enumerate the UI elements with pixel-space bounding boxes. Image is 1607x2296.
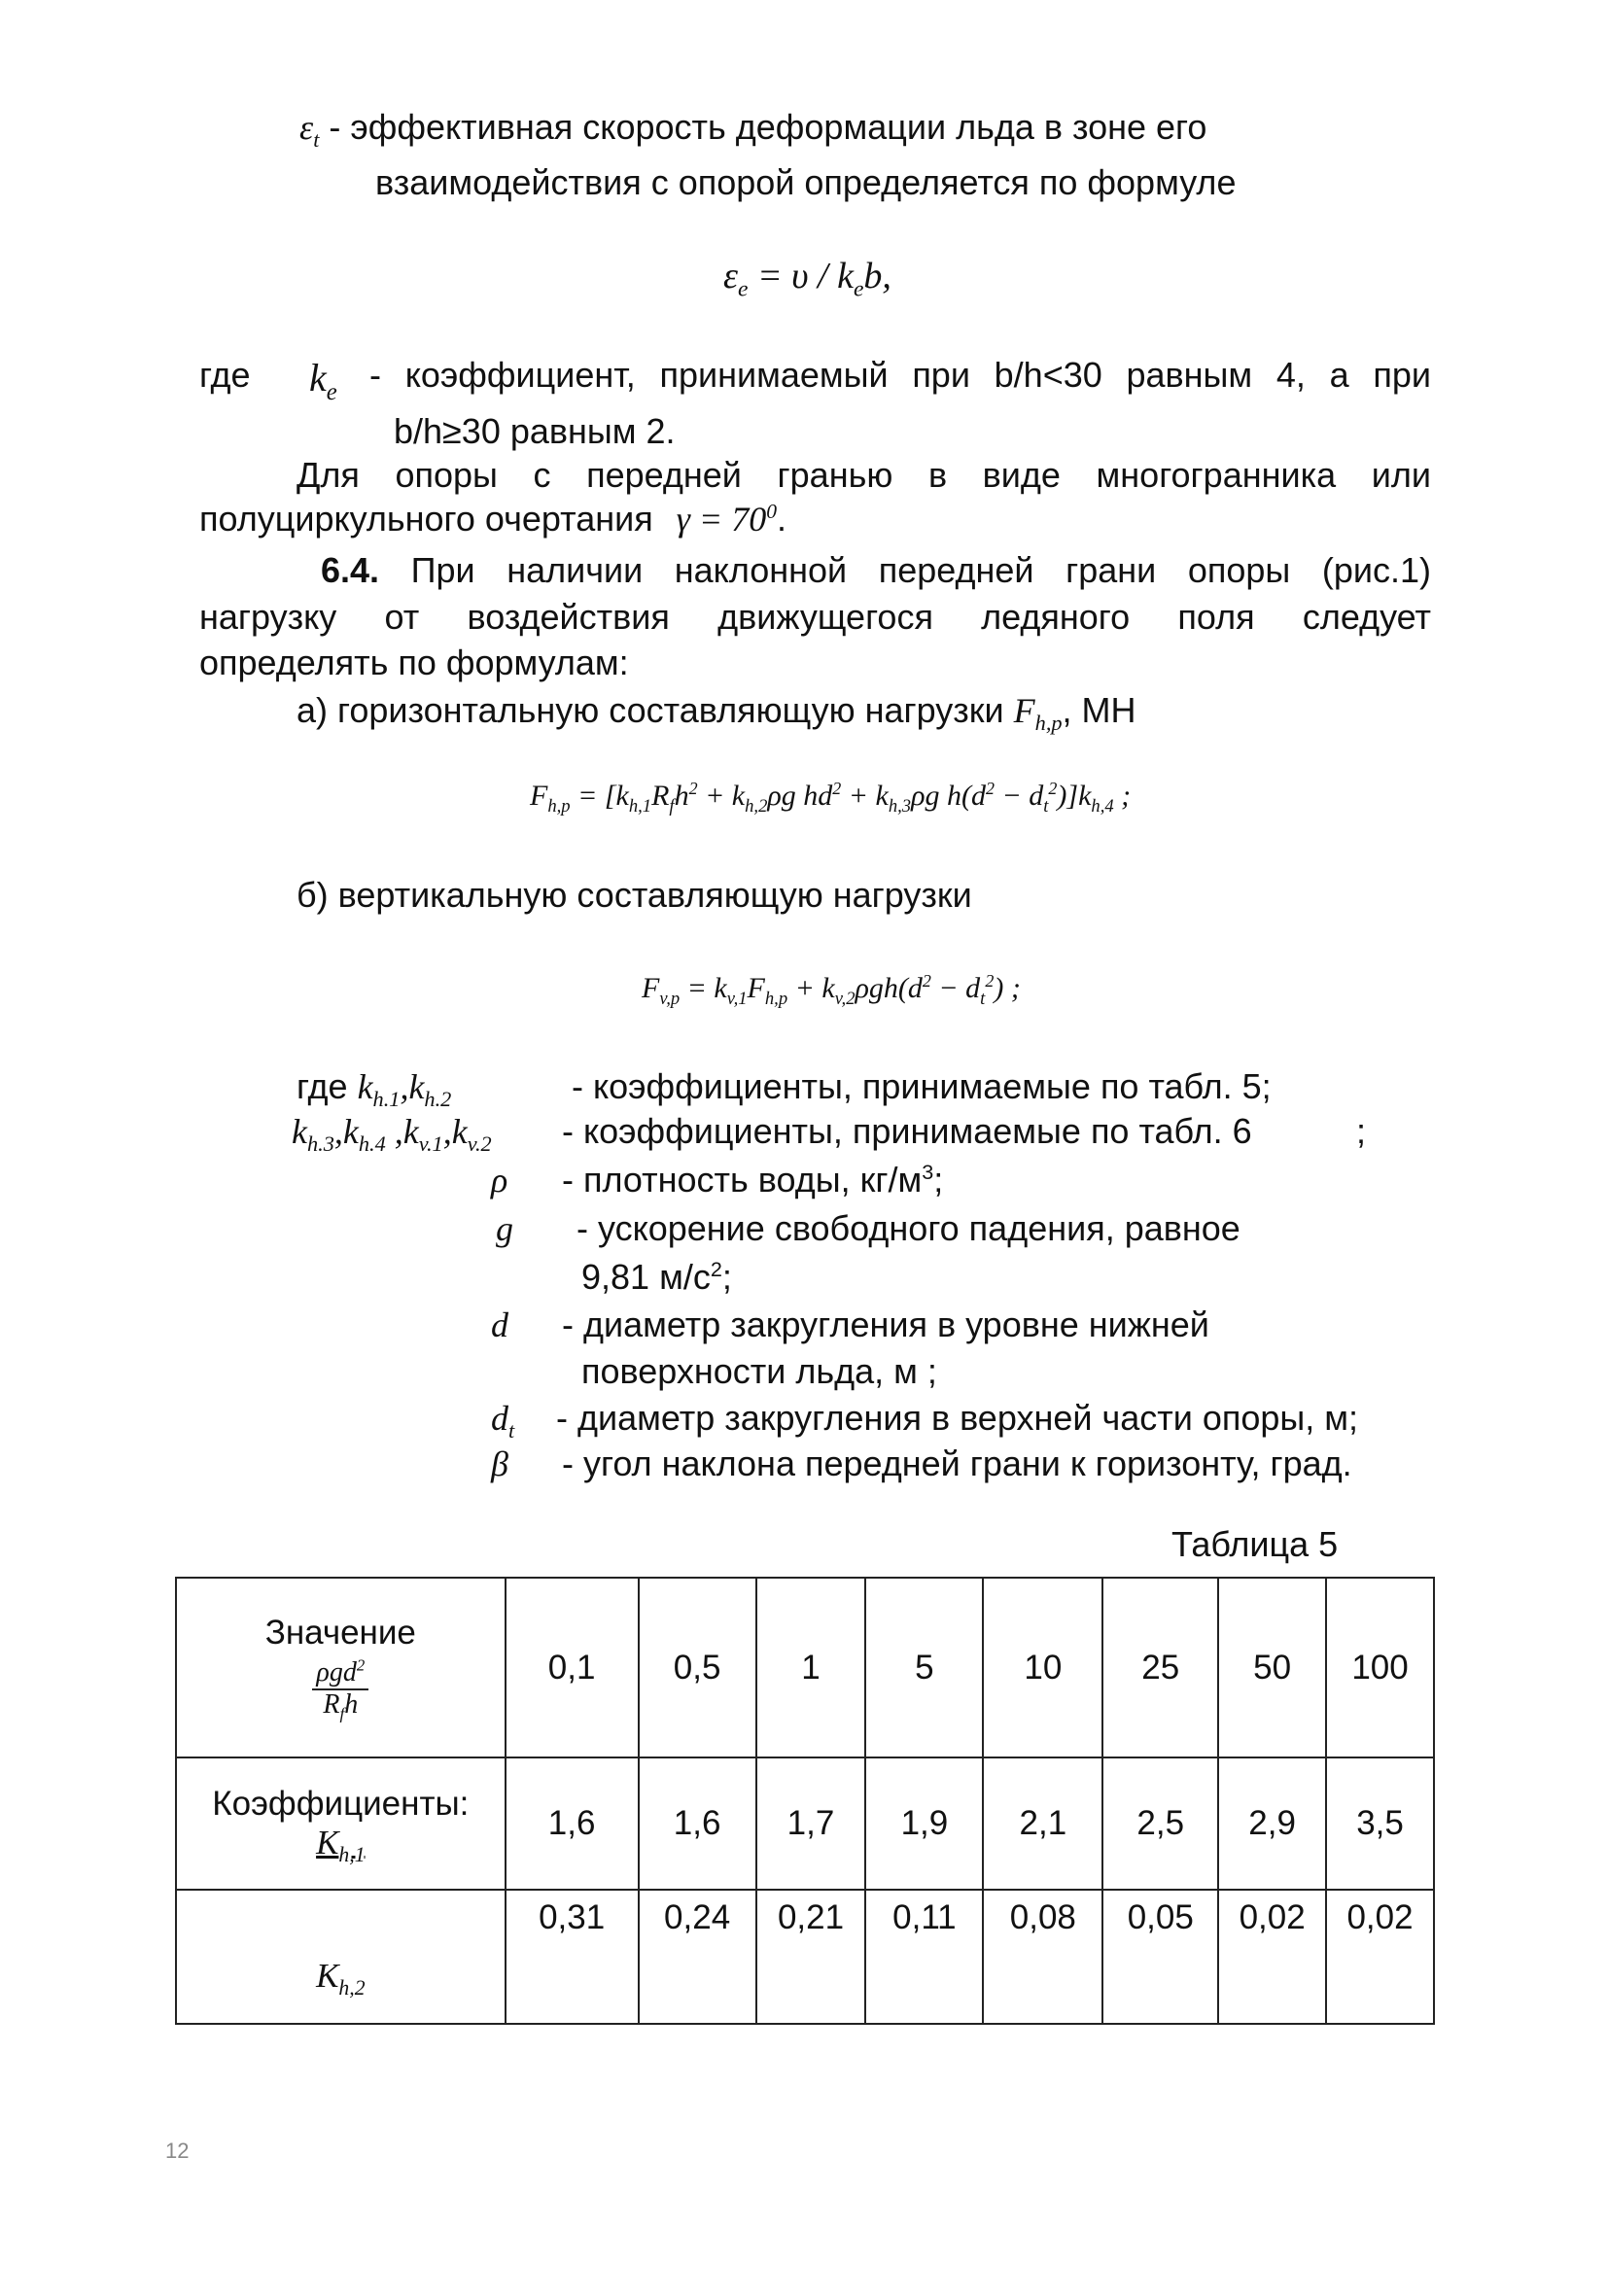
table5-row-kh2 bbox=[176, 1890, 1434, 2024]
legend-g-text: - ускорение свободного падения, равное bbox=[576, 1208, 1240, 1248]
legend-rho-text: - плотность воды, $кг/м^3$; bbox=[562, 1160, 944, 1200]
formula-fvp: $F_{v,p} = k_{v,1}F_{h,p} + k_{v,2}\rho gh(d^2 - d_t^2)$ ; bbox=[642, 971, 1021, 1009]
table5-header-label: Значение bbox=[264, 1614, 416, 1652]
legend-g-symbol: g bbox=[496, 1209, 513, 1248]
table5-header-value: 1 bbox=[756, 1578, 866, 1757]
table5-cell: 0,05 bbox=[1102, 1890, 1218, 2024]
table5-fraction: $\frac{\rho gd^2}{R_fh}$ bbox=[312, 1658, 368, 1721]
legend-dt-symbol: $d_t$ bbox=[491, 1399, 515, 1444]
table5-header-row bbox=[176, 1578, 1434, 1757]
item-b: б) вертикальную составляющую нагрузки bbox=[297, 875, 972, 915]
legend-d-symbol: d bbox=[491, 1305, 508, 1344]
legend-kh-text: - коэффициенты, принимаемые по табл. 5; bbox=[572, 1066, 1272, 1106]
legend-kh-kv-trail: ; bbox=[1356, 1111, 1367, 1151]
table5-cell: 3,5 bbox=[1326, 1757, 1434, 1890]
table5-cell: 1,6 bbox=[506, 1757, 639, 1890]
table5-cell: 0,11 bbox=[865, 1890, 983, 2024]
table5-cell: 1,9 bbox=[865, 1757, 983, 1890]
table5-cell: 0,02 bbox=[1326, 1890, 1434, 2024]
section-6-4-line2: нагрузку от воздействия движущегося ледяного поля следует bbox=[199, 597, 1431, 637]
page-number: 12 bbox=[165, 2139, 190, 2163]
formula-epsilon: $\varepsilon_e = \upsilon / k_eb$, bbox=[723, 256, 891, 302]
table5-cell: 0,31 bbox=[506, 1890, 639, 2024]
table5-header-value: 0,5 bbox=[639, 1578, 756, 1757]
legend-kh-kv-symbols: $k_{h.3},k_{h.4}$ $,k_{v.1},k_{v.2}$ bbox=[292, 1112, 492, 1157]
table5-header-value: 50 bbox=[1218, 1578, 1326, 1757]
table5-cell: 0,02 bbox=[1218, 1890, 1326, 2024]
legend-beta-text: - угол наклона передней грани к горизонту, град. bbox=[562, 1444, 1352, 1483]
polygon-paragraph-line1: Для опоры с передней гранью в виде многогранника или bbox=[297, 455, 1431, 495]
table5-caption: Таблица 5 bbox=[1171, 1524, 1339, 1564]
epsilon-definition-line2: взаимодействия с опорой определяется по формуле bbox=[375, 162, 1237, 202]
table5-row-kh2-label: $K_{h,2}$ bbox=[176, 1890, 506, 2024]
table5-cell: 0,08 bbox=[983, 1890, 1102, 2024]
ke-definition-line2: b/h≥30 равным 2. bbox=[394, 411, 676, 451]
table5-cell: 0,21 bbox=[756, 1890, 866, 2024]
polygon-paragraph-line2: полуциркульного очертания $\gamma = 70^0$. bbox=[199, 499, 787, 539]
legend-d-text2: поверхности льда, м ; bbox=[581, 1351, 937, 1391]
epsilon-symbol: $\varepsilon_t$ bbox=[299, 108, 320, 153]
table5-header-value: 10 bbox=[983, 1578, 1102, 1757]
table5-row-kh1-label: Коэффициенты: $K_{h,1}$ bbox=[176, 1757, 506, 1890]
legend-kh-kv-text: - коэффициенты, принимаемые по табл. 6 bbox=[562, 1111, 1252, 1151]
table5-row-kh1 bbox=[176, 1757, 1434, 1890]
legend-d-text: - диаметр закругления в уровне нижней bbox=[562, 1305, 1209, 1344]
ke-definition-line1: - коэффициент, принимаемый при b/h<30 равным 4, а при bbox=[369, 355, 1431, 395]
table5-header-value: 0,1 bbox=[506, 1578, 639, 1757]
ke-where: где bbox=[199, 355, 251, 395]
table5-cell: 2,9 bbox=[1218, 1757, 1326, 1890]
table5-cell: 1,6 bbox=[639, 1757, 756, 1890]
table5-cell: 2,1 bbox=[983, 1757, 1102, 1890]
item-a: а) горизонтальную составляющую нагрузки $F_{h,p}$, МН bbox=[297, 690, 1136, 736]
ke-symbol: $k_e$ bbox=[309, 356, 337, 405]
section-6-4-line3: определять по формулам: bbox=[199, 643, 629, 682]
table5-header-label-cell bbox=[176, 1578, 506, 1757]
section-6-4-line1: 6.4. При наличии наклонной передней грани опоры (рис.1) bbox=[321, 550, 1431, 590]
table5-header-value: 5 bbox=[865, 1578, 983, 1757]
legend-dt-text: - диаметр закругления в верхней части опоры, м; bbox=[556, 1398, 1359, 1438]
table5-cell: 1,7 bbox=[756, 1757, 866, 1890]
formula-fhp: $F_{h,p} = [k_{h,1}R_fh^2 + k_{h,2}\rho g$ $hd^2 + k_{h,3}\rho g$ $h(d^2 - d_t^2)]k_{h,4}$ ; bbox=[530, 779, 1132, 817]
epsilon-definition: $\varepsilon_t$ - эффективная скорость деформации льда в зоне его bbox=[299, 107, 1207, 153]
legend-rho-symbol: ρ bbox=[491, 1161, 508, 1200]
table5 bbox=[175, 1577, 1435, 2025]
table5-header-value: 100 bbox=[1326, 1578, 1434, 1757]
table5-cell: 0,24 bbox=[639, 1890, 756, 2024]
legend-beta-symbol: β bbox=[491, 1444, 508, 1483]
legend-g-text2: 9,81 $м/с^2$; bbox=[581, 1257, 732, 1297]
table5-cell: 2,5 bbox=[1102, 1757, 1218, 1890]
legend-where-kh: где $k_{h.1},k_{h.2}$ bbox=[297, 1066, 452, 1112]
table5-header-value: 25 bbox=[1102, 1578, 1218, 1757]
